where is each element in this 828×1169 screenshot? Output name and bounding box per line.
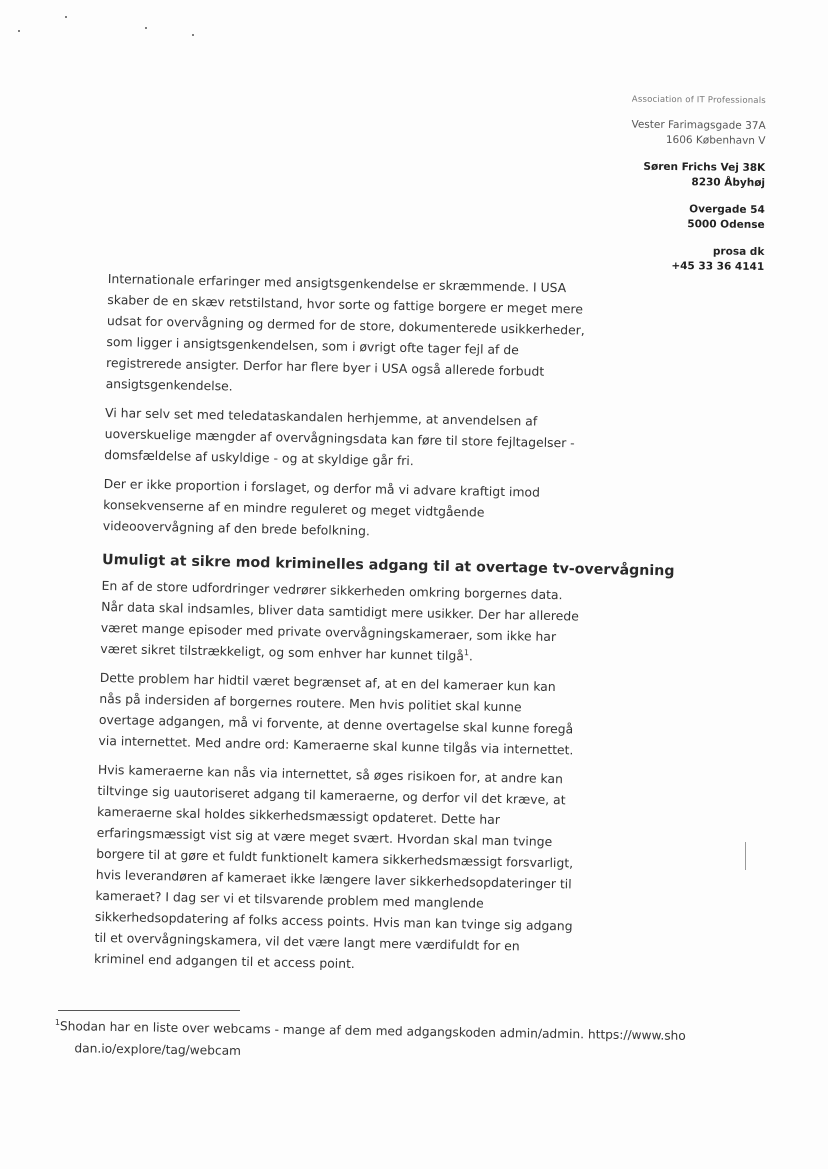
paragraph-face-recognition: Internationale erfaringer med ansigtsgenkendelse er skræmmende. I USA skaber de en skæv retstilstand, hvor sorte og fattige borgere er meget mere udsat for overvågning og dermed for de store, dokumenterede usikkerheder, som ligger i ansigtsgenkendelsen, som i øvrigt ofte tager fejl af de registrerede ansigter. Derfor har flere byer i USA også allerede forbudt ansigtsgenkendelse. bbox=[105, 270, 585, 394]
address-street: Overgade 54 bbox=[689, 203, 765, 216]
letter-body bbox=[93, 268, 675, 986]
address-city: 1606 København V bbox=[665, 133, 766, 147]
address-odense bbox=[465, 200, 765, 233]
footnote-reference: 1 bbox=[463, 648, 470, 658]
footnote-mark: 1 bbox=[54, 1017, 61, 1028]
sender-block bbox=[464, 91, 766, 287]
paragraph-router-access: Dette problem har hidtil været begrænset af, at en del kameraer kun kan nås på indersiden af borgernes routere. Men hvis politiet skal kunne overtage adgangen, må vi forvente, at denne overtagelse skal kunne foregå via internettet. Med andre ord: Kameraerne skal kunne tilgås via internettet. bbox=[98, 669, 574, 758]
footnote-text: Shodan har en liste over webcams - mange af dem med adgangskoden admin/admin. https://www.sho bbox=[59, 1019, 686, 1043]
paragraph-end: . bbox=[468, 648, 474, 664]
address-street: Søren Frichs Vej 38K bbox=[643, 160, 766, 174]
section-heading: Umuligt at sikre mod kriminelles adgang til at overtage tv-overvågning bbox=[101, 551, 675, 580]
scan-speck bbox=[65, 16, 67, 18]
footnote-divider bbox=[58, 1010, 240, 1011]
phone-number: +45 33 36 4141 bbox=[671, 260, 765, 273]
paragraph-proportion: Der er ikke proportion i forslaget, og derfor må vi advare kraftigt imod konsekvenserne af en mindre reguleret og meget vidtgående videoovervågning af den brede befolkning. bbox=[102, 475, 541, 539]
paragraph-text: En af de store udfordringer vedrører sikkerheden omkring borgernes data. Når data skal indsamles, bliver data samtidigt mere usikker. Der har allerede været mange episoder med private overvågningskameraer, som ikke har været sikret tilstrækkeligt, og som enhver har kunnet tilgå bbox=[100, 577, 579, 664]
paragraph-teledata-scandal: Vi har selv set med teledataskandalen herhjemme, at anvendelsen af uoverskuelige mængder af overvågningsdata kan føre til store fejltagelser - domsfældelse af uskyldige - og at skyldige går fri. bbox=[104, 404, 575, 469]
footnote-text-continued: dan.io/explore/tag/webcam bbox=[74, 1041, 242, 1058]
address-city: 5000 Odense bbox=[687, 218, 765, 231]
paragraph-internet-risk: Hvis kameraerne kan nås via internettet, så øges risikoen for, at andre kan tiltvinge sig uautoriseret adgang til kameraerne, og derfor vil det kræve, at kameraerne skal holdes sikkerhedsmæssigt opdateret. Dette har erfaringsmæssigt vist sig at være meget svært. Hvordan skal man tvinge borgere til at gøre et fuldt funktionelt kamera sikkerhedsmæssigt forsvarligt, hvis leverandøren af kameraet ikke længere laver sikkerhedsopdateringer til kameraet? I dag ser vi et tilsvarende problem med manglende sikkerhedsopdatering af folks access points. Hvis man kan tvinge sig adgang til et overvågningskamera, vil det være langt mere værdifuldt for en kriminel end adgangen til et access point. bbox=[93, 761, 574, 972]
scan-speck bbox=[192, 34, 194, 36]
address-city: 8230 Åbyhøj bbox=[691, 176, 766, 189]
margin-mark bbox=[745, 842, 746, 870]
scan-speck bbox=[145, 27, 147, 29]
address-copenhagen bbox=[465, 116, 765, 149]
address-aabyhoej bbox=[465, 158, 765, 191]
contact-info bbox=[464, 242, 764, 275]
footnote bbox=[54, 1015, 720, 1069]
scan-speck bbox=[18, 30, 20, 32]
paragraph-data-security bbox=[100, 575, 580, 669]
website: prosa dk bbox=[712, 245, 765, 258]
organization-name: Association of IT Professionals bbox=[631, 94, 766, 106]
address-street: Vester Farimagsgade 37A bbox=[631, 118, 766, 132]
